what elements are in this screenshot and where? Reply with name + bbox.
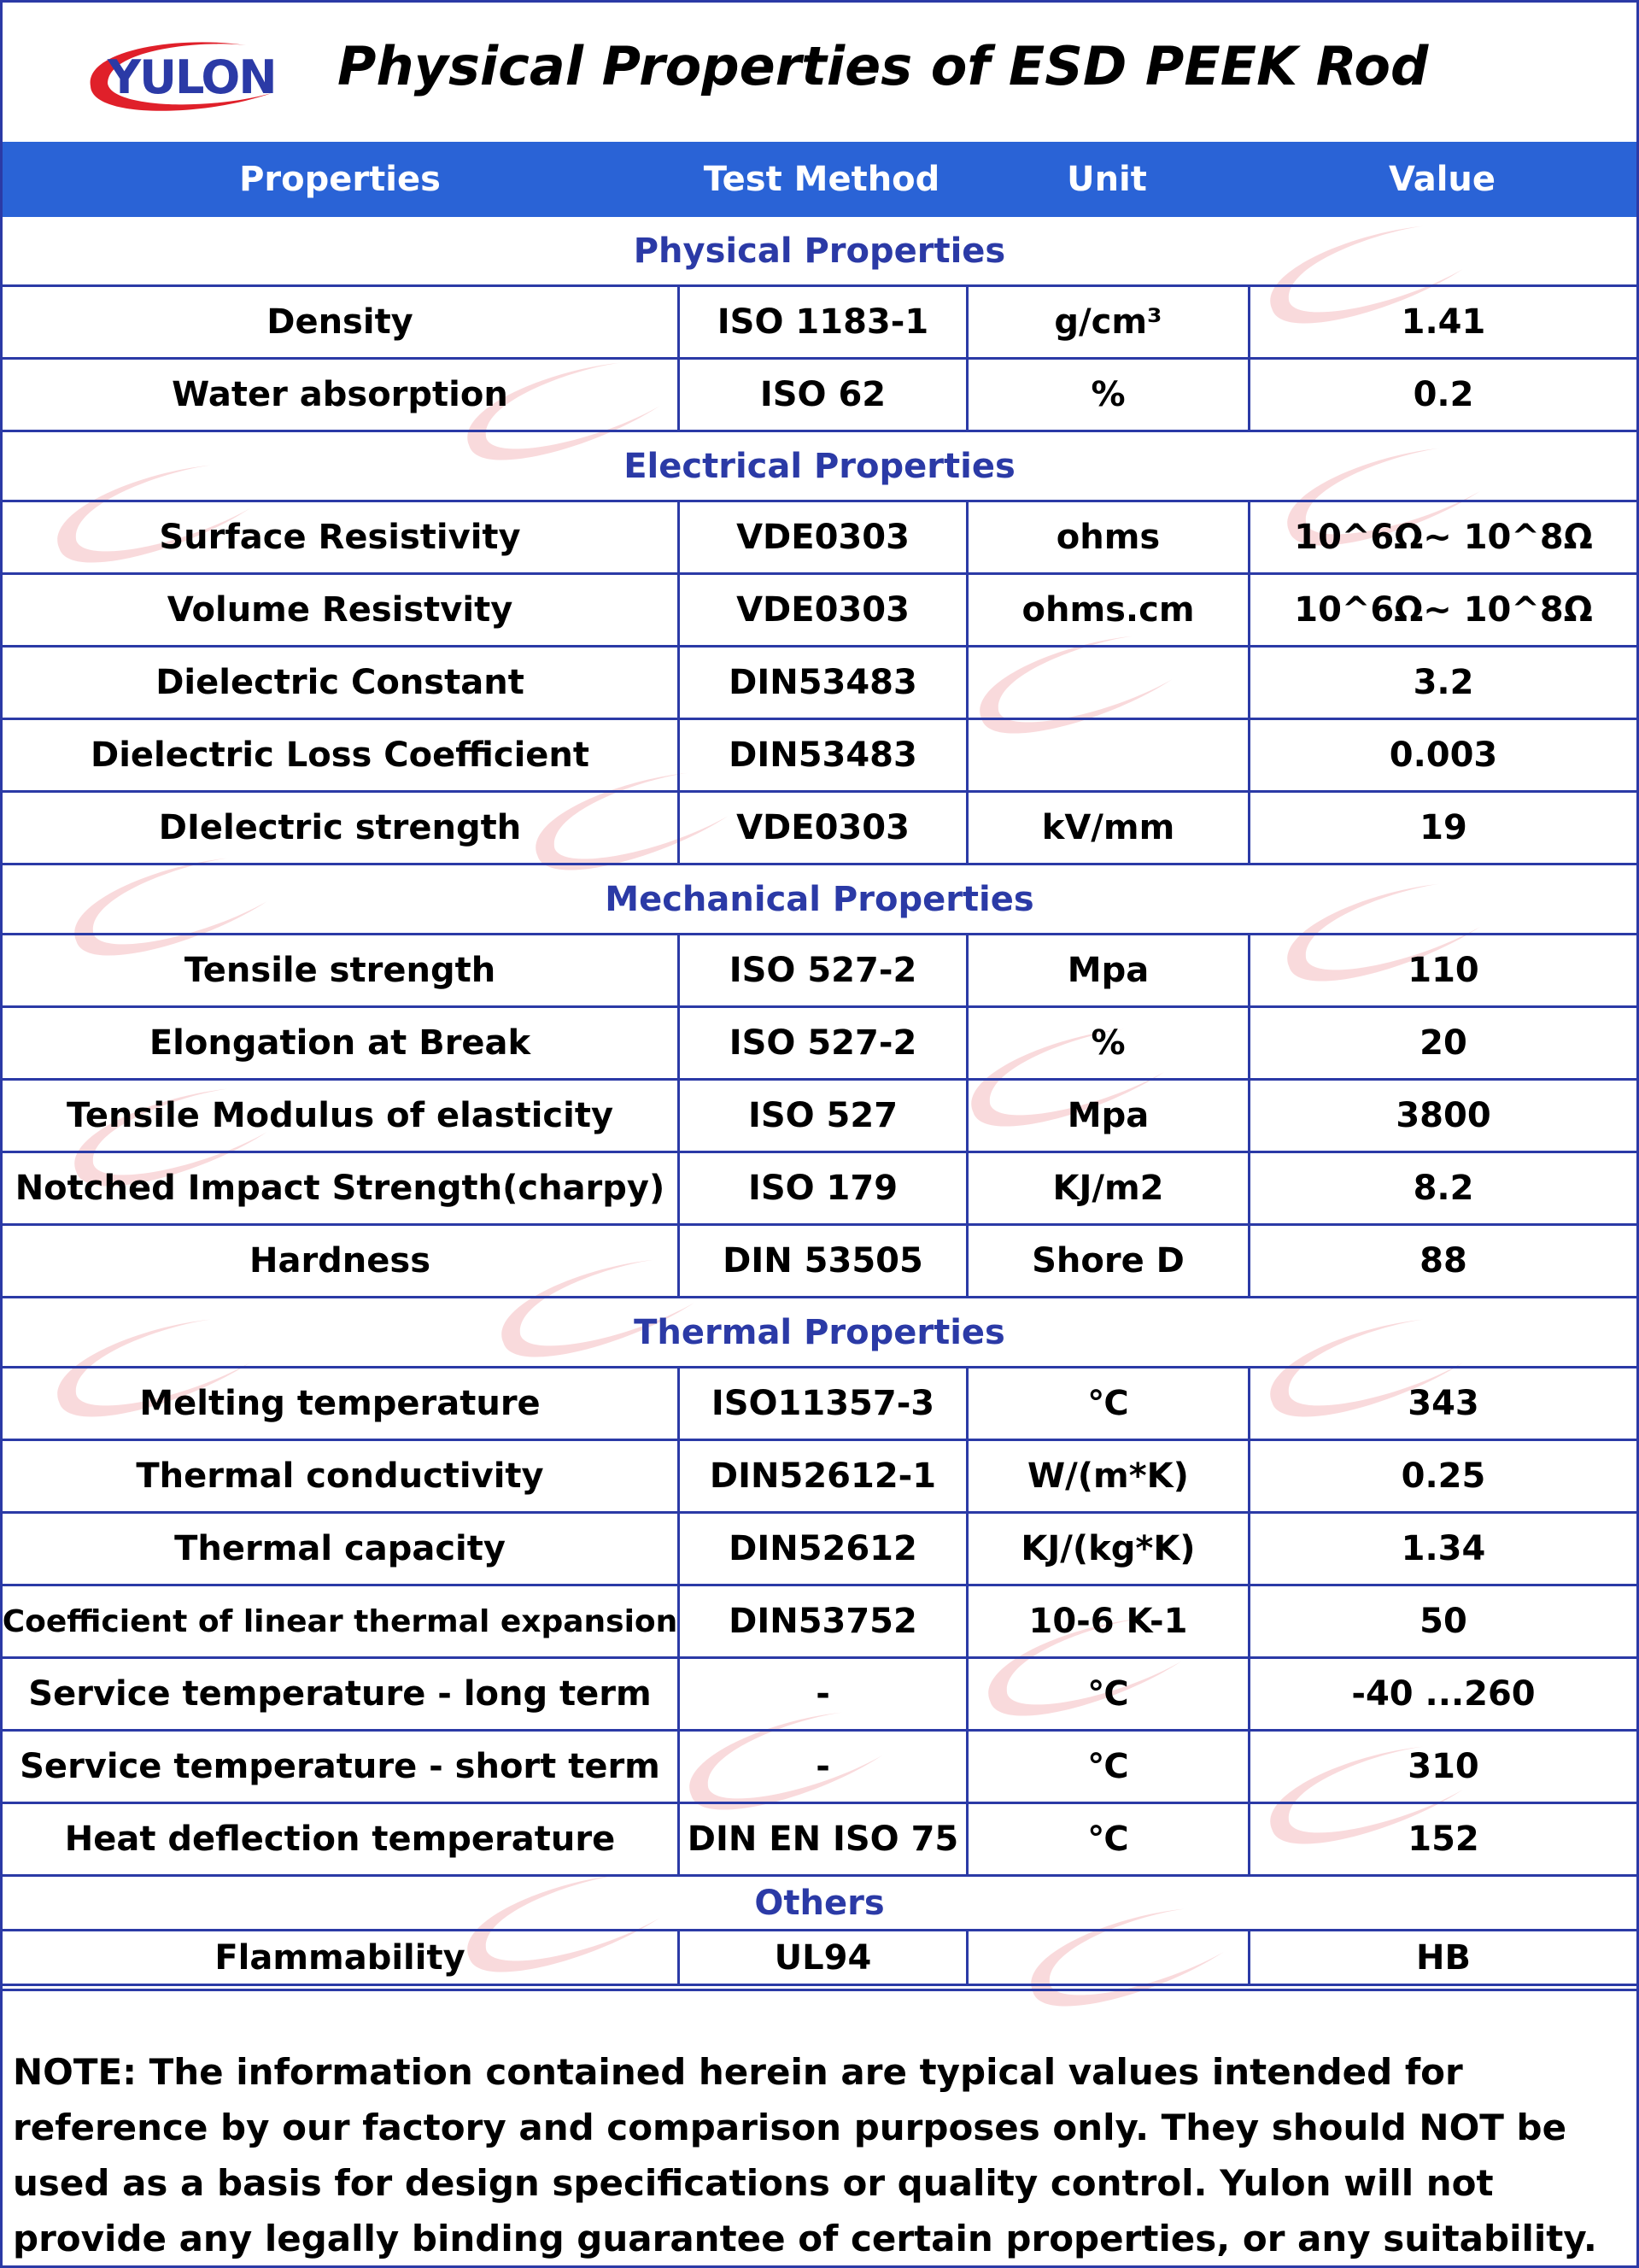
unit-cell: g/cm³ <box>966 287 1248 357</box>
property-cell: Notched Impact Strength(charpy) <box>15 1169 665 1208</box>
value-cell: 0.2 <box>1248 360 1636 430</box>
test-method-cell: - <box>677 1659 966 1729</box>
test-method-cell: ISO11357-3 <box>677 1368 966 1439</box>
property-cell: DIelectric strength <box>158 808 522 847</box>
property-cell: Service temperature - short term <box>20 1747 660 1786</box>
property-cell: Melting temperature <box>139 1384 541 1423</box>
property-cell: Volume Resistvity <box>167 590 513 630</box>
table-row <box>3 793 1636 865</box>
table-row <box>3 1153 1636 1226</box>
table-row <box>3 1008 1636 1081</box>
unit-cell: W/(m*K) <box>966 1441 1248 1511</box>
table-header-row <box>3 142 1636 217</box>
logo-text: YULON <box>108 50 276 104</box>
page-header <box>3 3 1636 142</box>
table-row <box>3 1732 1636 1804</box>
unit-cell: ℃ <box>966 1659 1248 1729</box>
table-row <box>3 287 1636 360</box>
table-row <box>3 360 1636 432</box>
section-header: Mechanical Properties <box>3 865 1636 935</box>
unit-cell: ℃ <box>966 1732 1248 1802</box>
test-method-cell: VDE0303 <box>677 575 966 645</box>
table-row <box>3 502 1636 575</box>
table-row <box>3 1081 1636 1153</box>
value-cell: 8.2 <box>1248 1153 1636 1223</box>
table-row <box>3 1514 1636 1586</box>
property-cell: Service temperature - long term <box>28 1674 652 1714</box>
unit-cell: kV/mm <box>966 793 1248 863</box>
test-method-cell: - <box>677 1732 966 1802</box>
table-row <box>3 1659 1636 1732</box>
property-cell: Density <box>266 302 413 342</box>
value-cell: 3800 <box>1248 1081 1636 1151</box>
unit-cell: Mpa <box>966 1081 1248 1151</box>
test-method-cell: ISO 62 <box>677 360 966 430</box>
properties-table <box>3 142 1636 1986</box>
property-cell: Water absorption <box>172 375 508 414</box>
unit-cell <box>966 1931 1248 1984</box>
unit-cell: 10-6 K-1 <box>966 1586 1248 1656</box>
property-cell: Thermal conductivity <box>136 1456 544 1496</box>
test-method-cell: DIN52612-1 <box>677 1441 966 1511</box>
property-cell: Thermal capacity <box>174 1529 506 1568</box>
unit-cell: ohms.cm <box>966 575 1248 645</box>
value-cell: 3.2 <box>1248 648 1636 718</box>
table-row <box>3 720 1636 793</box>
table-row <box>3 1441 1636 1514</box>
test-method-cell: DIN 53505 <box>677 1226 966 1296</box>
property-cell: Heat deflection temperature <box>64 1820 616 1859</box>
section-header: Physical Properties <box>3 217 1636 287</box>
test-method-cell: ISO 527-2 <box>677 1008 966 1078</box>
property-cell: Hardness <box>249 1241 431 1281</box>
page-title: Physical Properties of ESD PEEK Rod <box>337 35 1429 97</box>
value-cell: 19 <box>1248 793 1636 863</box>
test-method-cell: UL94 <box>677 1931 966 1984</box>
test-method-cell: VDE0303 <box>677 502 966 572</box>
table-row <box>3 1804 1636 1877</box>
table-body <box>3 217 1636 1986</box>
column-header-unit: Unit <box>1067 160 1147 199</box>
value-cell: 10^6Ω~ 10^8Ω <box>1248 502 1636 572</box>
test-method-cell: ISO 179 <box>677 1153 966 1223</box>
yulon-logo <box>75 33 306 117</box>
section-header: Electrical Properties <box>3 432 1636 502</box>
value-cell: 0.003 <box>1248 720 1636 790</box>
property-cell: Tensile Modulus of elasticity <box>66 1096 614 1135</box>
test-method-cell: VDE0303 <box>677 793 966 863</box>
value-cell: 50 <box>1248 1586 1636 1656</box>
unit-cell <box>966 720 1248 790</box>
value-cell: 0.25 <box>1248 1441 1636 1511</box>
value-cell: 110 <box>1248 935 1636 1005</box>
test-method-cell: DIN53483 <box>677 648 966 718</box>
table-row <box>3 1368 1636 1441</box>
property-cell: Dielectric Constant <box>155 663 524 702</box>
test-method-cell: DIN53483 <box>677 720 966 790</box>
table-row <box>3 1586 1636 1659</box>
test-method-cell: ISO 527 <box>677 1081 966 1151</box>
unit-cell: ℃ <box>966 1368 1248 1439</box>
column-header-test-method: Test Method <box>703 160 940 199</box>
note-section <box>3 1989 1636 2268</box>
unit-cell: ℃ <box>966 1804 1248 1874</box>
table-row <box>3 1226 1636 1298</box>
value-cell: 1.41 <box>1248 287 1636 357</box>
property-cell: Elongation at Break <box>149 1023 531 1063</box>
property-cell: Dielectric Loss Coefficient <box>90 735 590 775</box>
value-cell: 10^6Ω~ 10^8Ω <box>1248 575 1636 645</box>
table-row <box>3 935 1636 1008</box>
disclaimer-note: NOTE: The information contained herein are typical values intended for reference by our factory and comparison purposes only. They should NOT be used as a basis for design specifications or quality control. Yulon will not provide any legally binding guarantee of certain properties, or any suitability. <box>13 2051 1597 2259</box>
value-cell: 152 <box>1248 1804 1636 1874</box>
test-method-cell: DIN53752 <box>677 1586 966 1656</box>
value-cell: HB <box>1248 1931 1636 1984</box>
column-header-value: Value <box>1388 160 1496 199</box>
value-cell: 20 <box>1248 1008 1636 1078</box>
test-method-cell: DIN EN ISO 75 <box>677 1804 966 1874</box>
test-method-cell: DIN52612 <box>677 1514 966 1584</box>
unit-cell: KJ/m2 <box>966 1153 1248 1223</box>
table-row <box>3 1931 1636 1986</box>
unit-cell: Shore D <box>966 1226 1248 1296</box>
test-method-cell: ISO 527-2 <box>677 935 966 1005</box>
property-cell: Coefficient of linear thermal expansion <box>2 1603 678 1639</box>
property-cell: Tensile strength <box>184 951 496 990</box>
section-header: Thermal Properties <box>3 1298 1636 1368</box>
column-header-properties: Properties <box>239 160 441 199</box>
section-header: Others <box>3 1877 1636 1931</box>
unit-cell: KJ/(kg*K) <box>966 1514 1248 1584</box>
unit-cell <box>966 648 1248 718</box>
table-row <box>3 648 1636 720</box>
unit-cell: % <box>966 1008 1248 1078</box>
value-cell: 343 <box>1248 1368 1636 1439</box>
unit-cell: Mpa <box>966 935 1248 1005</box>
table-row <box>3 575 1636 648</box>
value-cell: -40 ...260 <box>1248 1659 1636 1729</box>
property-cell: Flammability <box>214 1937 465 1978</box>
unit-cell: % <box>966 360 1248 430</box>
unit-cell: ohms <box>966 502 1248 572</box>
test-method-cell: ISO 1183-1 <box>677 287 966 357</box>
value-cell: 88 <box>1248 1226 1636 1296</box>
property-cell: Surface Resistivity <box>159 518 521 557</box>
value-cell: 1.34 <box>1248 1514 1636 1584</box>
value-cell: 310 <box>1248 1732 1636 1802</box>
